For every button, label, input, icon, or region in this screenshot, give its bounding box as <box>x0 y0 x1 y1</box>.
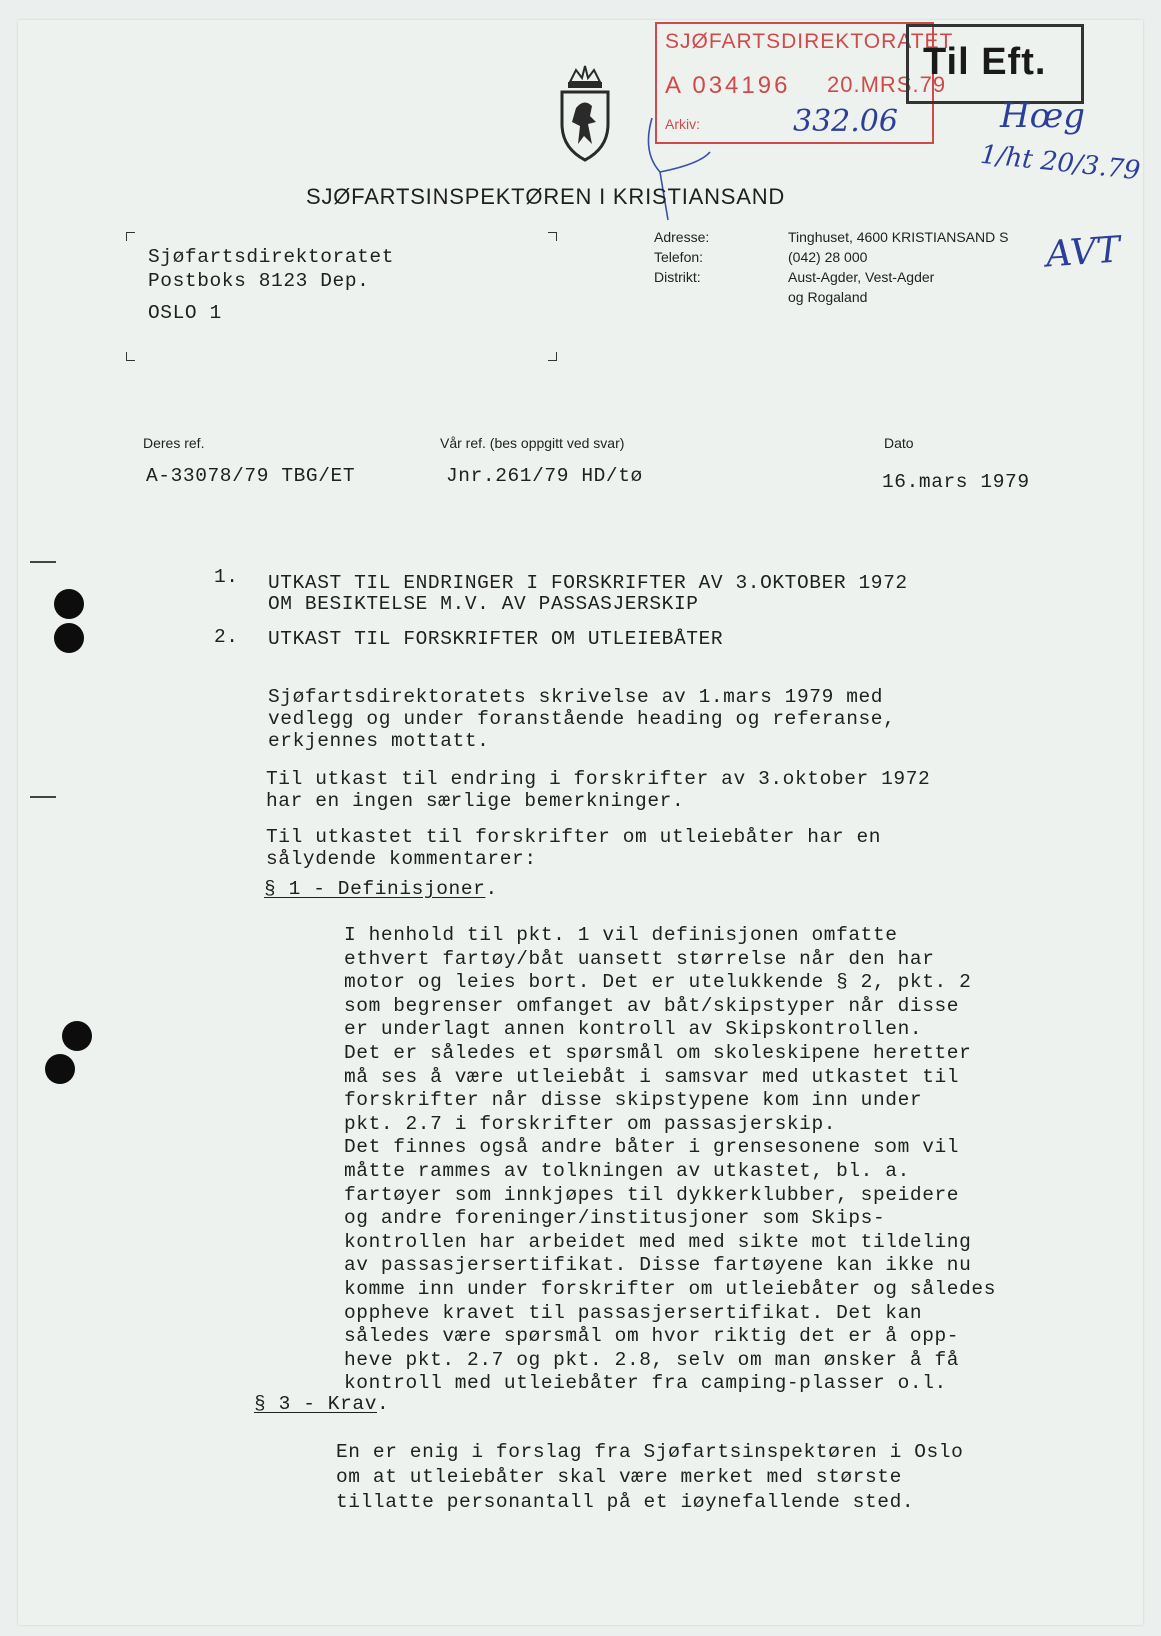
handwritten-initials: Hœg <box>1000 96 1086 136</box>
punch-hole <box>45 1054 75 1084</box>
archive-number: 332.06 <box>793 104 898 139</box>
punch-hole <box>54 623 84 653</box>
punch-hole <box>54 589 84 619</box>
recipient-line-1: Sjøfartsdirektoratet <box>148 246 395 268</box>
coat-of-arms-icon <box>556 64 614 162</box>
received-authority: SJØFARTSDIREKTORATET <box>665 30 954 53</box>
our-ref-value: Jnr.261/79 HD/tø <box>446 465 643 487</box>
recipient-line-2: Postboks 8123 Dep. <box>148 270 370 292</box>
date-value: 16.mars 1979 <box>882 471 1030 493</box>
subject-item-1-line-2: OM BESIKTELSE M.V. AV PASSASJERSKIP <box>268 593 699 615</box>
section-1-text: I henhold til pkt. 1 vil definisjonen omfatte ethvert fartøy/båt uansett størrelse når den har motor og leies bort. Det er utelukkende § 2, pkt. 2 som begrenser omfanget av båt/skipstyper når disse er underlagt annen kontroll av Skipskontrollen. Det er således et spørsmål om skoleskipene heretter må ses å være utleiebåt i samsvar med utkastet til forskrifter når disse skipstypene kom inn under pkt. 2.7 i forskrifter om passasjerskip. Det finnes også andre båter i grensesonene som vil måtte rammes av tolkningen av utkastet, bl. a. fartøyer som innkjøpes til dykkerklubber, speidere og andre foreninger/institusjoner som Skips- kontrollen har arbeidet med med sikte mot tildeling av passasjersertifikat. Disse fartøyene kan ikke nu komme inn under forskrifter om utleiebåter og således oppheve kravet til passasjersertifikat. Det kan således være spørsmål om hvor riktig det er å opp- heve pkt. 2.7 og pkt. 2.8, selv om man ønsker å få kontroll med utleiebåter fra camping-plasser o.l. <box>344 924 997 1395</box>
handwritten-date: 1/ht 20/3.79 <box>978 139 1142 187</box>
district-value-2: og Rogaland <box>788 289 868 305</box>
archive-label: Arkiv: <box>665 116 700 132</box>
window-corner <box>126 232 135 241</box>
phone-value: (042) 28 000 <box>788 249 868 265</box>
handwritten-signature: AVT <box>1044 229 1122 276</box>
district-label: Distrikt: <box>654 269 701 285</box>
our-ref-label: Vår ref. (bes oppgitt ved svar) <box>440 435 625 451</box>
address-value: Tinghuset, 4600 KRISTIANSAND S <box>788 229 1009 245</box>
recipient-line-3: OSLO 1 <box>148 302 222 324</box>
window-corner <box>126 352 135 361</box>
section-3-text: En er enig i forslag fra Sjøfartsinspektøren i Oslo om at utleiebåter skal være merket med største tillatte personantall på et iøynefallende sted. <box>336 1441 964 1513</box>
fold-mark <box>30 561 56 563</box>
date-label: Dato <box>884 435 914 451</box>
subject-item-2-number: 2. <box>214 626 239 648</box>
section-1-heading-period: . <box>485 878 498 900</box>
office-title: SJØFARTSINSPEKTØREN I KRISTIANSAND <box>306 184 786 209</box>
paragraph-comments-intro: Til utkastet til forskrifter om utleiebåter har en sålydende kommentarer: <box>266 826 882 870</box>
paragraph-no-comments: Til utkast til endring i forskrifter av 3.oktober 1972 har en ingen særlige bemerkninger. <box>266 768 931 812</box>
section-3-heading-text: § 3 - Krav <box>254 1393 378 1415</box>
punch-hole <box>62 1021 92 1051</box>
fold-mark <box>30 796 56 798</box>
address-label: Adresse: <box>654 229 710 245</box>
subject-item-2-line-1: UTKAST TIL FORSKRIFTER OM UTLEIEBÅTER <box>268 628 724 650</box>
section-1-heading-text: § 1 - Definisjoner <box>264 878 486 900</box>
action-stamp-text: Til Eft. <box>923 41 1047 83</box>
section-3-heading-period: . <box>377 1393 390 1415</box>
their-ref-value: A-33078/79 TBG/ET <box>146 465 356 487</box>
section-1-heading <box>264 878 498 900</box>
subject-item-1-line-1: UTKAST TIL ENDRINGER I FORSKRIFTER AV 3.OKTOBER 1972 <box>268 572 908 594</box>
paragraph-acknowledgement: Sjøfartsdirektoratets skrivelse av 1.mars 1979 med vedlegg og under foranstående heading og referanse, erkjennes mottatt. <box>268 686 896 752</box>
district-value-1: Aust-Agder, Vest-Agder <box>788 269 935 285</box>
window-corner <box>548 232 557 241</box>
action-stamp <box>906 24 1084 104</box>
received-date: 20.MRS.79 <box>827 72 947 97</box>
their-ref-label: Deres ref. <box>143 435 205 451</box>
window-corner <box>548 352 557 361</box>
phone-label: Telefon: <box>654 249 704 265</box>
received-number: A 034196 <box>665 72 791 99</box>
section-3-heading <box>254 1393 389 1415</box>
subject-item-1-number: 1. <box>214 566 239 588</box>
